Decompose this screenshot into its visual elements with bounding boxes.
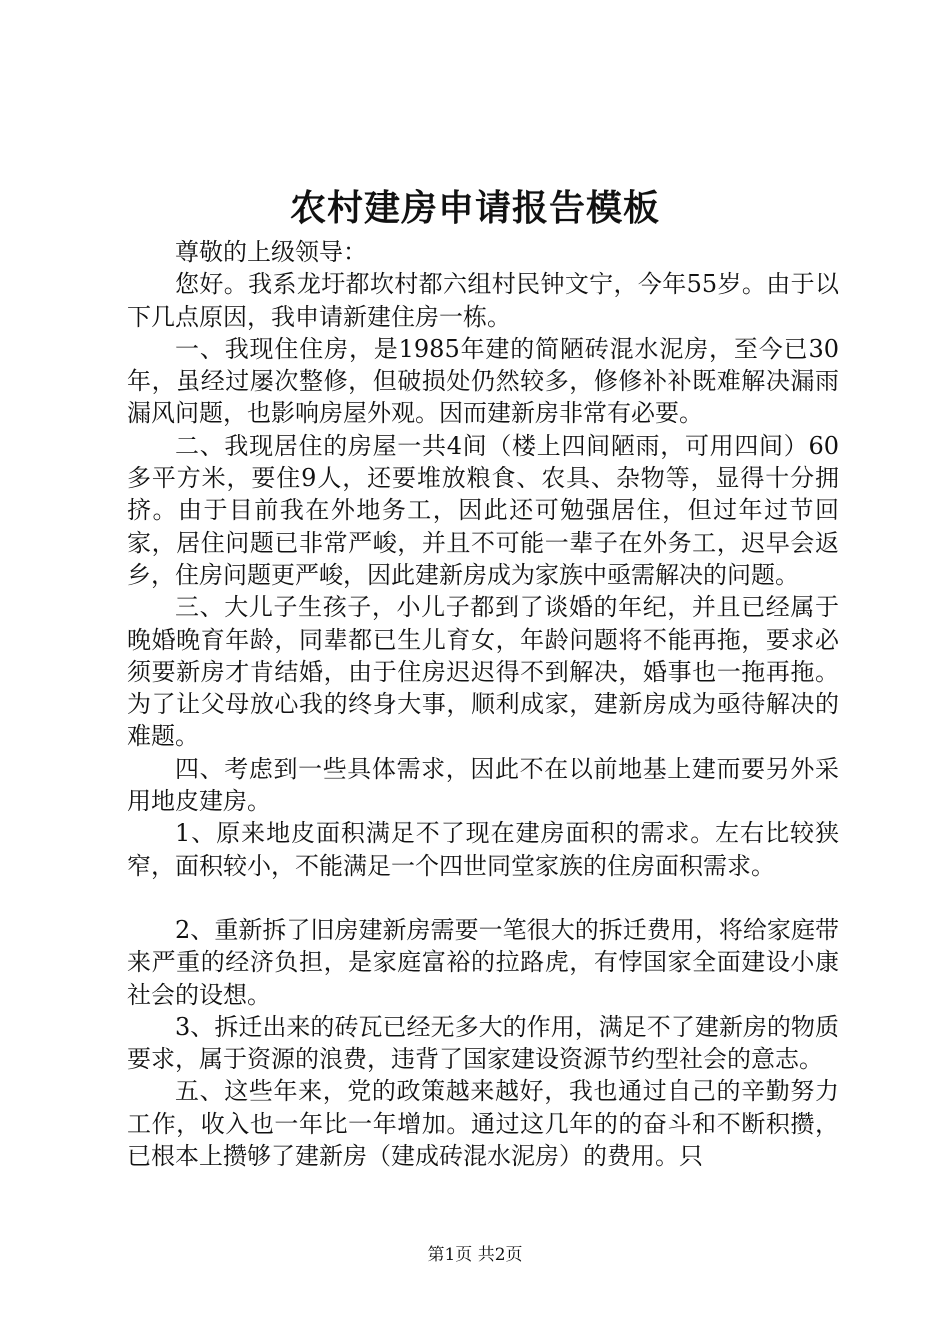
paragraph-reason-3: 三、大儿子生孩子，小儿子都到了谈婚的年纪，并且已经属于晚婚晚育年龄，同辈都已生儿育女，年龄问题将不能再拖，要求必须要新房才肯结婚，由于住房迟迟得不到解决，婚事也一拖再拖。为了让父母放心我的终身大事，顺利成家，建新房成为亟待解决的难题。 bbox=[127, 593, 839, 751]
page-footer: 第1页 共2页 bbox=[427, 1245, 523, 1265]
paragraph-item-1: 1、原来地皮面积满足不了现在建房面积的需求。左右比较狭窄，面积较小，不能满足一个四世同堂家族的住房面积需求。 bbox=[127, 819, 839, 880]
salutation: 尊敬的上级领导： bbox=[175, 238, 367, 266]
paragraph-item-3: 3、拆迁出来的砖瓦已经无多大的作用，满足不了建新房的物质要求，属于资源的浪费，违背了国家建设资源节约型社会的意志。 bbox=[127, 1012, 839, 1074]
document-title: 农村建房申请报告模板 bbox=[289, 187, 660, 229]
paragraph-reason-4: 四、考虑到一些具体需求，因此不在以前地基上建而要另外采用地皮建房。 bbox=[127, 754, 839, 816]
paragraph-reason-1: 一、我现住住房，是1985年建的简陋砖混水泥房，至今已30年，虽经过屡次整修，但破损处仍然较多，修修补补既难解决漏雨漏风问题，也影响房屋外观。因而建新房非常有必要。 bbox=[127, 334, 839, 428]
paragraph-reason-5: 五、这些年来，党的政策越来越好，我也通过自己的辛勤努力工作，收入也一年比一年增加。通过这几年的的奋斗和不断积攒，已根本上攒够了建新房（建成砖混水泥房）的费用。只 bbox=[127, 1077, 839, 1171]
paragraph-reason-2: 二、我现居住的房屋一共4间（楼上四间陋雨，可用四间）60多平方米，要住9人，还要堆放粮食、农具、杂物等，显得十分拥挤。由于目前我在外地务工，因此还可勉强居住，但过年过节回家，居住问题已非常严峻，并且不可能一辈子在外务工，迟早会返乡，住房问题更严峻，因此建新房成为家族中亟需解决的问题。 bbox=[127, 431, 839, 589]
paragraph-item-2: 2、重新拆了旧房建新房需要一笔很大的拆迁费用，将给家庭带来严重的经济负担，是家庭富裕的拉路虎，有悖国家全面建设小康社会的设想。 bbox=[127, 915, 839, 1009]
paragraph-greeting: 您好。我系龙圩都坎村都六组村民钟文宁，今年55岁。由于以下几点原因，我申请新建住房一栋。 bbox=[127, 270, 839, 331]
blank-line bbox=[127, 882, 839, 914]
document-body bbox=[127, 236, 839, 1172]
